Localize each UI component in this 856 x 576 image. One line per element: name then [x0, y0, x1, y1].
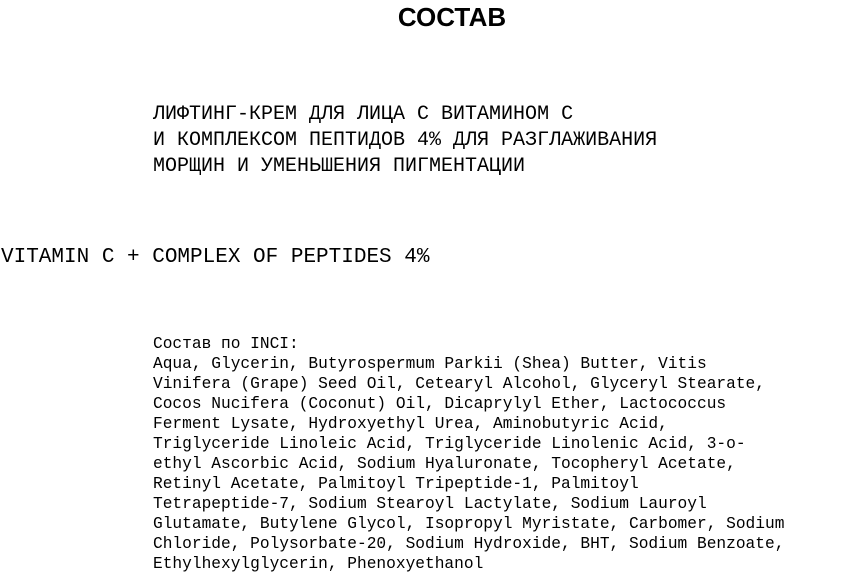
inci-line: Aqua, Glycerin, Butyrospermum Parkii (Shea) Butter, Vitis: [153, 355, 707, 373]
inci-line: Ethylhexylglycerin, Phenoxyethanol: [153, 555, 484, 573]
product-name-line: МОРЩИН И УМЕНЬШЕНИЯ ПИГМЕНТАЦИИ: [153, 155, 526, 178]
inci-line: Retinyl Acetate, Palmitoyl Tripeptide-1, Palmitoyl: [153, 475, 639, 493]
inci-line: Chloride, Polysorbate-20, Sodium Hydroxide, BHT, Sodium Benzoate,: [153, 535, 785, 553]
inci-line: Cocos Nucifera (Coconut) Oil, Dicaprylyl Ether, Lactococcus: [153, 395, 727, 413]
inci-ingredients: [153, 334, 856, 574]
product-name-line: И КОМПЛЕКСОМ ПЕПТИДОВ 4% ДЛЯ РАЗГЛАЖИВАНИЯ: [153, 129, 658, 152]
inci-line: Ferment Lysate, Hydroxyethyl Urea, Aminobutyric Acid,: [153, 415, 668, 433]
page-title: СОСТАВ: [397, 2, 507, 32]
inci-line: Glutamate, Butylene Glycol, Isopropyl Myristate, Carbomer, Sodium: [153, 515, 785, 533]
product-tagline: VITAMIN C + COMPLEX OF PEPTIDES 4%: [1, 246, 430, 269]
inci-line: Vinifera (Grape) Seed Oil, Cetearyl Alcohol, Glyceryl Stearate,: [153, 375, 765, 393]
inci-line: Tetrapeptide-7, Sodium Stearoyl Lactylate, Sodium Lauroyl: [153, 495, 707, 513]
inci-line: ethyl Ascorbic Acid, Sodium Hyaluronate, Tocopheryl Acetate,: [153, 455, 736, 473]
product-name-line: ЛИФТИНГ-КРЕМ ДЛЯ ЛИЦА С ВИТАМИНОМ С: [153, 103, 574, 126]
inci-heading: Состав по INCI:: [153, 335, 299, 353]
product-name: [153, 102, 853, 180]
inci-line: Triglyceride Linoleic Acid, Triglyceride Linolenic Acid, 3-o-: [153, 435, 746, 453]
